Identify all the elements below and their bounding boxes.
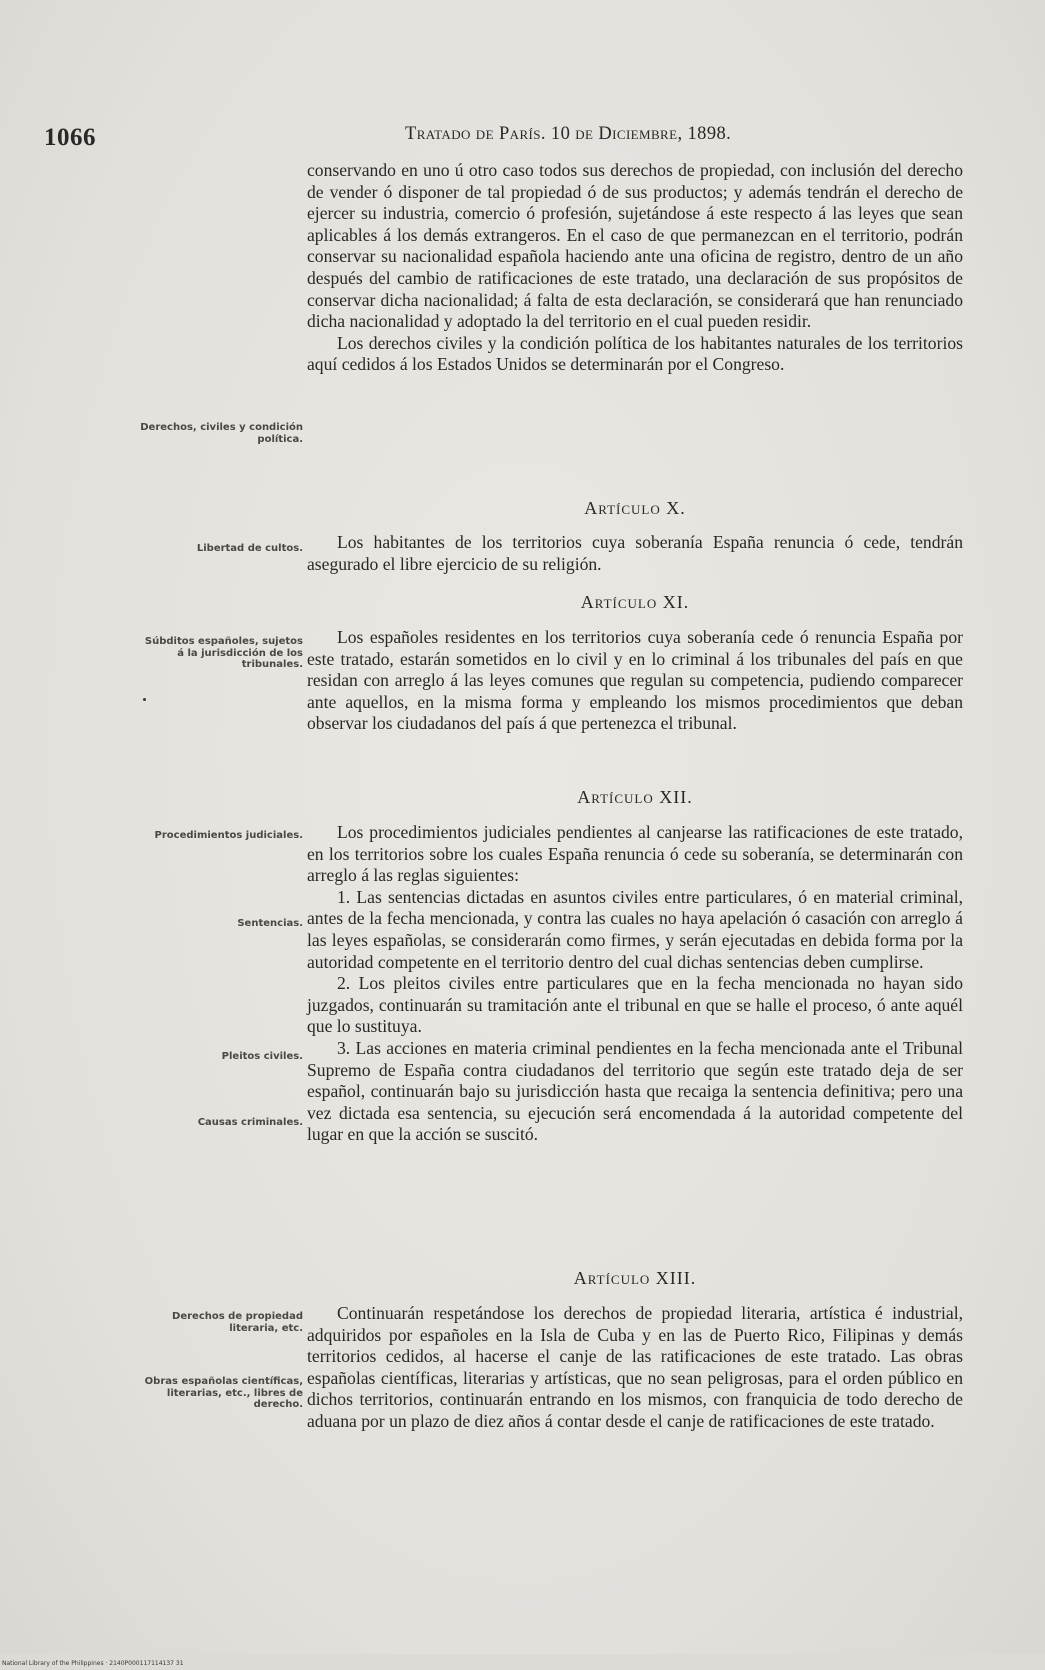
margin-note: Pleitos civiles. (221, 1051, 303, 1062)
article-body (307, 822, 963, 1146)
margin-note: Causas criminales. (197, 1117, 303, 1128)
page-number: 1066 (44, 124, 96, 151)
paragraph: 2. Los pleitos civiles entre particulares que en la fecha mencionada no hayan sido juzgados, continuarán su tramitación ante el tribunal en que se halle el proceso, ó ante aquél que lo sustituya. (307, 973, 963, 1037)
text-block-intro (307, 160, 963, 376)
margin-note: Derechos, civiles y condición política. (140, 422, 303, 445)
margin-note: Súbditos españoles, sujetos á la jurisdicción de los tribunales. (144, 636, 303, 670)
article-heading: Artículo X. (584, 498, 686, 518)
article-heading: Artículo XIII. (573, 1268, 697, 1288)
scan-footer (0, 1654, 1045, 1670)
scan-credit: National Library of the Philippines · 2140P000117114137 31 (2, 1660, 184, 1667)
article-body (307, 627, 963, 735)
paragraph: conservando en uno ú otro caso todos sus derechos de propiedad, con inclusión del derecho de vender ó disponer de tal propiedad ó de sus productos; y además tendrán el derecho de ejercer su industria, comercio ó profesión, sujetándose á este respecto á las leyes que sean aplicables á los demás extrangeros. En el caso de que permanezcan en el territorio, podrán conservar su nacionalidad española haciendo ante una oficina de registro, dentro de un año después del cambio de ratificaciones de este tratado, una declaración de sus propósitos de conservar dicha nacionalidad; á falta de esta declaración, se considerará que han renunciado dicha nacionalidad y adoptado la del territorio en el cual pueden residir. (307, 160, 963, 332)
paragraph: Los habitantes de los territorios cuya soberanía España renuncia ó cede, tendrán asegurado el libre ejercicio de su religión. (307, 532, 963, 574)
running-head: Tratado de París. 10 de Diciembre, 1898. (405, 124, 732, 144)
margin-note: Obras españolas científicas, literarias, etc., libres de derecho. (144, 1376, 303, 1410)
ink-speck (143, 698, 146, 701)
article-heading: Artículo XII. (577, 787, 693, 807)
margin-note: Libertad de cultos. (196, 543, 303, 554)
paragraph: 3. Las acciones en materia criminal pendientes en la fecha mencionada ante el Tribunal Supremo de España contra ciudadanos del territorio que según este tratado deja de ser español, continuarán bajo su jurisdicción hasta que recaiga la sentencia definitiva; pero una vez dictada esa sentencia, su ejecución será encomendada á la autoridad competente del lugar en que la acción se suscitó. (307, 1037, 963, 1145)
article-body (307, 532, 963, 575)
margin-note: Derechos de propiedad literaria, etc. (172, 1311, 303, 1334)
paragraph: 1. Las sentencias dictadas en asuntos civiles entre particulares, ó en material criminal, antes de la fecha mencionada, y contra las cuales no haya apelación ó casación con arreglo á las leyes españolas, se considerarán como firmes, y serán ejecutadas en debida forma por la autoridad competente en el territorio dentro del cual dichas sentencias deben cumplirse. (307, 886, 963, 972)
margin-note: Procedimientos judiciales. (154, 830, 303, 841)
paragraph: Los derechos civiles y la condición política de los habitantes naturales de los territorios aquí cedidos á los Estados Unidos se determinarán por el Congreso. (307, 332, 963, 375)
paragraph: Los españoles residentes en los territorios cuya soberanía cede ó renuncia España por este tratado, estarán sometidos en lo civil y en lo criminal á los tribunales del país en que residan con arreglo á las leyes comunes que regulan su competencia, pudiendo comparecer ante aquellos, en la misma forma y empleando los mismos procedimientos que deban observar los ciudadanos del país á que pertenezca el tribunal. (307, 627, 963, 734)
margin-note: Sentencias. (237, 918, 303, 929)
paragraph: Continuarán respetándose los derechos de propiedad literaria, artística é industrial, adquiridos por españoles en la Isla de Cuba y en las de Puerto Rico, Filipinas y demás territorios cedidos, al hacerse el canje de las ratificaciones de este tratado. Las obras españolas científicas, literarias y artísticas, que no sean peligrosas, para el orden público en dichos territorios, continuarán entrando en los mismos, con franquicia de todo derecho de aduana por un plazo de diez años á contar desde el canje de ratificaciones de este tratado. (307, 1303, 963, 1431)
paragraph: Los procedimientos judiciales pendientes al canjearse las ratificaciones de este tratado, en los territorios sobre los cuales España renuncia ó cede su soberanía, se determinarán con arreglo á las reglas siguientes: (307, 822, 963, 886)
article-body (307, 1303, 963, 1433)
article-heading: Artículo XI. (580, 592, 690, 612)
